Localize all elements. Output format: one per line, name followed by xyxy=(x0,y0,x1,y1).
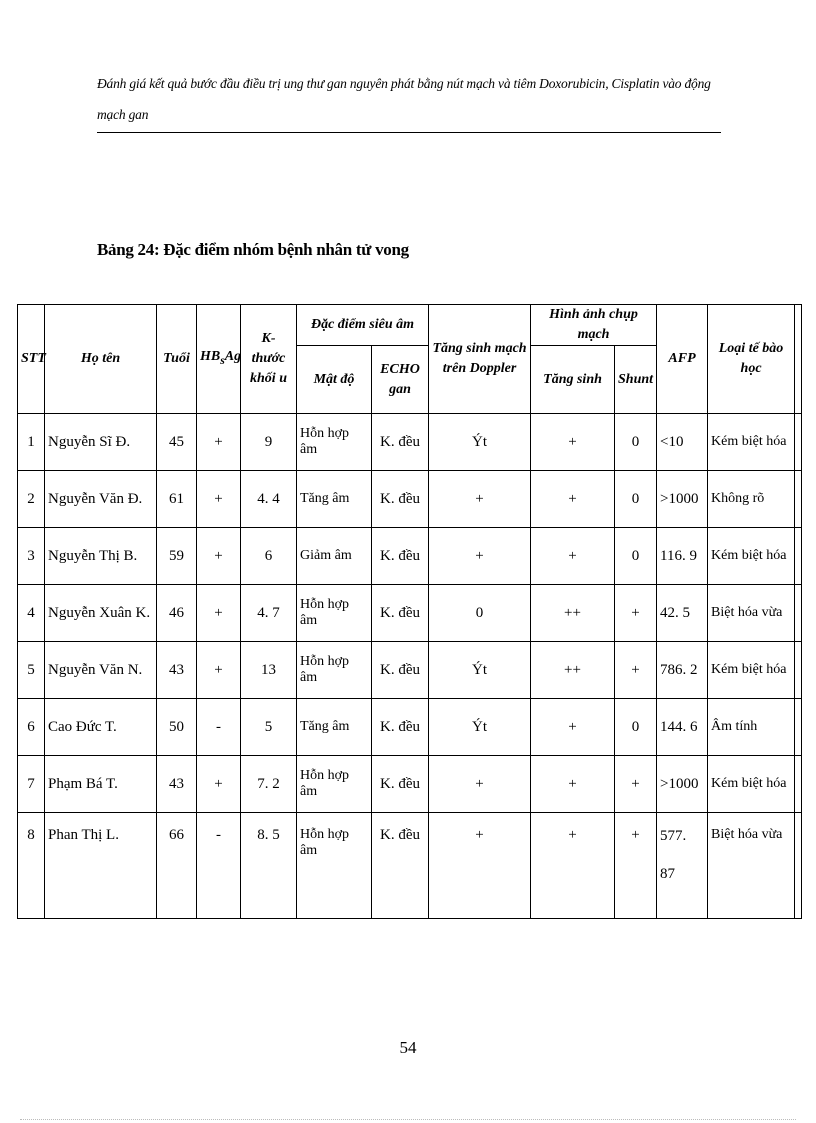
cell-tang-sinh: + xyxy=(531,528,615,585)
header-te-bao: Loại tế bào học xyxy=(708,305,795,414)
table-row xyxy=(18,642,802,699)
cell-echo: K. đều xyxy=(372,642,429,699)
cell-doppler: 0 xyxy=(429,585,531,642)
cell-mat-do: Tăng âm xyxy=(297,471,372,528)
cell-spacer xyxy=(795,414,802,471)
patient-table xyxy=(17,304,802,919)
header-ho-ten: Họ tên xyxy=(45,305,157,414)
document-header: Đánh giá kết quả bước đầu điều trị ung thư gan nguyên phát bằng nút mạch và tiêm Doxorubicin, Cisplatin vào động mạch gan xyxy=(97,76,711,122)
cell-echo: K. đều xyxy=(372,471,429,528)
cell-echo: K. đều xyxy=(372,528,429,585)
cell-stt: 1 xyxy=(18,414,45,471)
cell-ten: Nguyễn Văn N. xyxy=(45,642,157,699)
cell-doppler: + xyxy=(429,813,531,919)
cell-spacer xyxy=(795,528,802,585)
cell-stt: 2 xyxy=(18,471,45,528)
cell-kich-thuoc: 6 xyxy=(241,528,297,585)
cell-hbsag: + xyxy=(197,528,241,585)
cell-te-bao: Biệt hóa vừa xyxy=(708,813,795,919)
cell-kich-thuoc: 4. 7 xyxy=(241,585,297,642)
cell-mat-do: Hỗn hợp âm xyxy=(297,414,372,471)
header-stt: STT xyxy=(18,305,45,414)
cell-kich-thuoc: 9 xyxy=(241,414,297,471)
cell-shunt: 0 xyxy=(615,699,657,756)
cell-tang-sinh: + xyxy=(531,699,615,756)
cell-echo: K. đều xyxy=(372,585,429,642)
cell-doppler: + xyxy=(429,471,531,528)
cell-stt: 6 xyxy=(18,699,45,756)
cell-tuoi: 66 xyxy=(157,813,197,919)
cell-tang-sinh: + xyxy=(531,756,615,813)
cell-hbsag: - xyxy=(197,813,241,919)
header-rule xyxy=(97,132,721,133)
cell-tang-sinh: + xyxy=(531,813,615,919)
table-row xyxy=(18,756,802,813)
table-row xyxy=(18,414,802,471)
cell-kich-thuoc: 13 xyxy=(241,642,297,699)
header-spacer xyxy=(795,305,802,414)
table-row xyxy=(18,471,802,528)
table-row xyxy=(18,813,802,919)
table-row xyxy=(18,699,802,756)
cell-te-bao: Không rõ xyxy=(708,471,795,528)
cell-ten: Nguyễn Xuân K. xyxy=(45,585,157,642)
header-sieu-am: Đặc điểm siêu âm xyxy=(297,305,429,346)
cell-kich-thuoc: 5 xyxy=(241,699,297,756)
cell-hbsag: + xyxy=(197,414,241,471)
cell-doppler: + xyxy=(429,528,531,585)
table-row xyxy=(18,585,802,642)
cell-echo: K. đều xyxy=(372,813,429,919)
header-hbsag: $HB_sAg$ xyxy=(197,305,241,414)
header-shunt: Shunt xyxy=(615,346,657,414)
table-caption: Bảng 24: Đặc điểm nhóm bệnh nhân tử vong xyxy=(97,240,409,259)
cell-mat-do: Giảm âm xyxy=(297,528,372,585)
cell-kich-thuoc: 8. 5 xyxy=(241,813,297,919)
cell-hbsag: + xyxy=(197,585,241,642)
page-number: 54 xyxy=(399,1038,417,1057)
cell-stt: 7 xyxy=(18,756,45,813)
cell-spacer xyxy=(795,585,802,642)
cell-te-bao: Kém biệt hóa xyxy=(708,642,795,699)
cell-kich-thuoc: 4. 4 xyxy=(241,471,297,528)
cell-kich-thuoc: 7. 2 xyxy=(241,756,297,813)
cell-shunt: + xyxy=(615,585,657,642)
cell-ten: Nguyễn Thị B. xyxy=(45,528,157,585)
cell-tuoi: 50 xyxy=(157,699,197,756)
cell-stt: 8 xyxy=(18,813,45,919)
cell-tuoi: 43 xyxy=(157,756,197,813)
cell-spacer xyxy=(795,642,802,699)
header-kich-thuoc: K- thước khối u xyxy=(241,305,297,414)
cell-ten: Phan Thị L. xyxy=(45,813,157,919)
cell-tang-sinh: ++ xyxy=(531,585,615,642)
cell-tang-sinh: ++ xyxy=(531,642,615,699)
cell-shunt: 0 xyxy=(615,414,657,471)
cell-stt: 5 xyxy=(18,642,45,699)
cell-doppler: + xyxy=(429,756,531,813)
cell-mat-do: Hỗn hợp âm xyxy=(297,756,372,813)
cell-tuoi: 45 xyxy=(157,414,197,471)
cell-spacer xyxy=(795,699,802,756)
cell-afp: >1000 xyxy=(657,471,708,528)
cell-shunt: + xyxy=(615,813,657,919)
cell-doppler: Ýt xyxy=(429,414,531,471)
cell-ten: Phạm Bá T. xyxy=(45,756,157,813)
cell-afp: <10 xyxy=(657,414,708,471)
cell-tang-sinh: + xyxy=(531,414,615,471)
header-afp: AFP xyxy=(657,305,708,414)
cell-hbsag: - xyxy=(197,699,241,756)
cell-afp: 577. 87 xyxy=(657,813,708,919)
cell-echo: K. đều xyxy=(372,699,429,756)
cell-tuoi: 61 xyxy=(157,471,197,528)
header-doppler: Tăng sinh mạch trên Doppler xyxy=(429,305,531,414)
cell-tuoi: 46 xyxy=(157,585,197,642)
cell-mat-do: Hỗn hợp âm xyxy=(297,813,372,919)
cell-stt: 3 xyxy=(18,528,45,585)
cell-spacer xyxy=(795,756,802,813)
cell-afp: 116. 9 xyxy=(657,528,708,585)
cell-shunt: + xyxy=(615,756,657,813)
cell-spacer xyxy=(795,471,802,528)
cell-ten: Nguyễn Văn Đ. xyxy=(45,471,157,528)
cell-hbsag: + xyxy=(197,642,241,699)
cell-mat-do: Tăng âm xyxy=(297,699,372,756)
cell-echo: K. đều xyxy=(372,414,429,471)
cell-shunt: 0 xyxy=(615,528,657,585)
cell-echo: K. đều xyxy=(372,756,429,813)
cell-stt: 4 xyxy=(18,585,45,642)
cell-ten: Nguyễn Sĩ Đ. xyxy=(45,414,157,471)
cell-mat-do: Hỗn hợp âm xyxy=(297,642,372,699)
cell-ten: Cao Đức T. xyxy=(45,699,157,756)
cell-te-bao: Kém biệt hóa xyxy=(708,756,795,813)
cell-doppler: Ýt xyxy=(429,642,531,699)
cell-shunt: + xyxy=(615,642,657,699)
cell-te-bao: Âm tính xyxy=(708,699,795,756)
cell-doppler: Ýt xyxy=(429,699,531,756)
cell-shunt: 0 xyxy=(615,471,657,528)
header-tang-sinh: Tăng sinh xyxy=(531,346,615,414)
table-row xyxy=(18,528,802,585)
cell-te-bao: Biệt hóa vừa xyxy=(708,585,795,642)
cell-mat-do: Hỗn hợp âm xyxy=(297,585,372,642)
header-mat-do: Mật độ xyxy=(297,346,372,414)
cell-te-bao: Kém biệt hóa xyxy=(708,528,795,585)
cell-afp: 144. 6 xyxy=(657,699,708,756)
header-tuoi: Tuổi xyxy=(157,305,197,414)
cell-hbsag: + xyxy=(197,471,241,528)
header-chup-mach: Hình ảnh chụp mạch xyxy=(531,305,657,346)
cell-tuoi: 43 xyxy=(157,642,197,699)
cell-afp: 42. 5 xyxy=(657,585,708,642)
cell-tuoi: 59 xyxy=(157,528,197,585)
cell-afp: >1000 xyxy=(657,756,708,813)
header-echo-gan: ECHO gan xyxy=(372,346,429,414)
footer-rule xyxy=(20,1119,796,1120)
cell-te-bao: Kém biệt hóa xyxy=(708,414,795,471)
cell-hbsag: + xyxy=(197,756,241,813)
cell-spacer xyxy=(795,813,802,919)
cell-tang-sinh: + xyxy=(531,471,615,528)
cell-afp: 786. 2 xyxy=(657,642,708,699)
